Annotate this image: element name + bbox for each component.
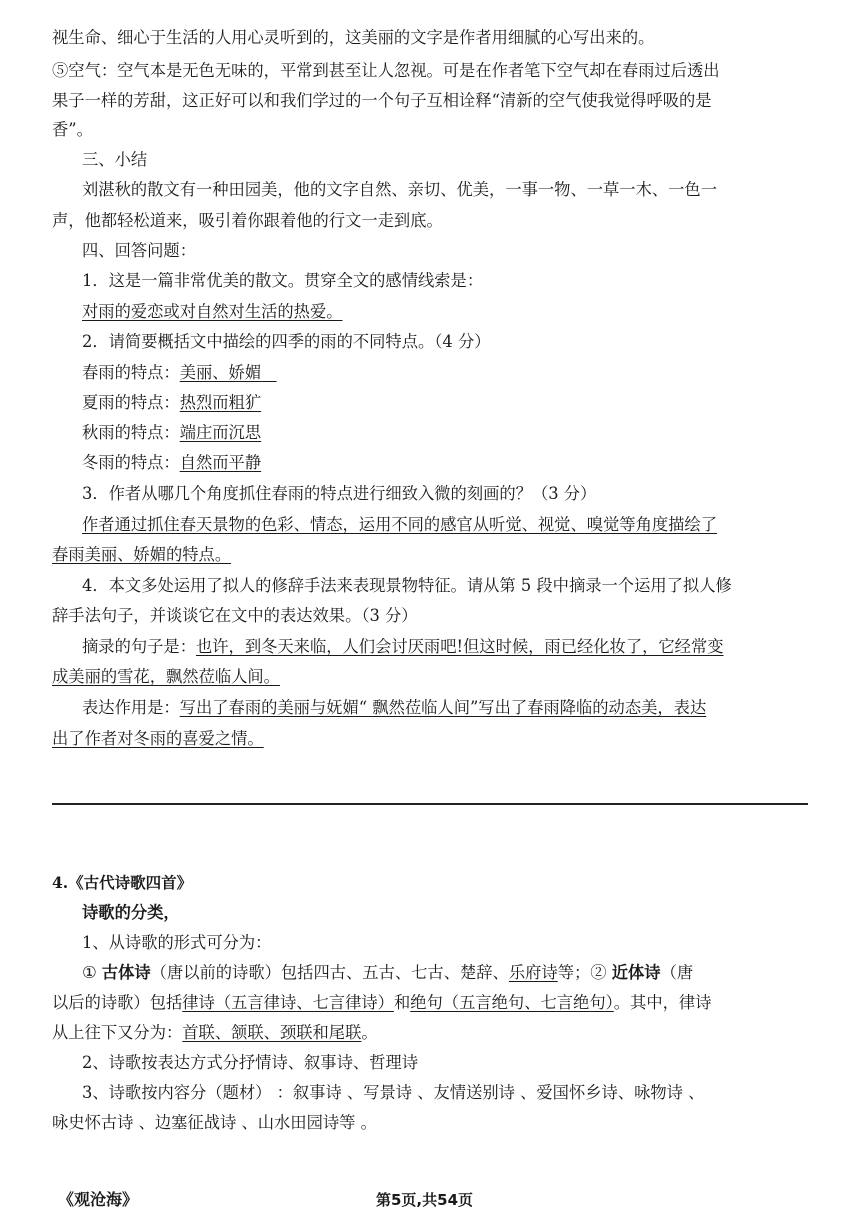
summer-rain-row: [82, 392, 261, 414]
paragraph-line: 果子一样的芳甜，这正好可以和我们学过的一个句子互相诠释“清新的空气使我觉得呼吸的是: [52, 91, 712, 110]
text-span: 从上往下又分为：: [52, 1023, 183, 1042]
question-2: 2．请简要概括文中描绘的四季的雨的不同特点。（4 分）: [82, 332, 491, 351]
answer-value: 也许，到冬天来临，人们会讨厌雨吧!但这时候，雨已经化妆了，它经常变: [195, 637, 724, 656]
autumn-rain-row: [82, 422, 261, 444]
answer-value: 热烈而粗犷: [179, 393, 262, 412]
answer-1: 对雨的爱恋或对自然对生活的热爱。: [82, 302, 343, 321]
paragraph-line: 3、诗歌按内容分（题材） ：叙事诗 、写景诗 、友情送别诗 、爱国怀乡诗、咏物诗 、: [82, 1083, 705, 1102]
term-jueju: 绝句（五言绝句、七言绝句）: [410, 993, 614, 1012]
effect-row: [82, 697, 706, 719]
page-number: 第5页,共54页: [376, 1191, 474, 1209]
text-span: 。: [361, 1023, 378, 1042]
poetry-form-row-3: [52, 1022, 378, 1044]
text-span: （唐以前的诗歌）包括四古、五古、七古、楚辞、: [150, 963, 509, 982]
paragraph-line: 声，他都轻松道来，吸引着你跟着他的行文一走到底。: [52, 211, 443, 230]
term-couplets: 首联、颔联、颈联和尾联: [182, 1023, 362, 1042]
section-heading-questions: 四、回答问题：: [82, 241, 196, 260]
paragraph-line: 1、从诗歌的形式可分为：: [82, 933, 272, 952]
text-span: 以后的诗歌）包括: [52, 993, 183, 1012]
question-1: 1．这是一篇非常优美的散文。贯穿全文的感情线索是：: [82, 271, 484, 290]
section-divider: [52, 803, 808, 805]
text-span: 等；②: [557, 963, 612, 982]
poetry-classification-heading: 诗歌的分类，: [82, 903, 180, 922]
paragraph-line: ⑤空气：空气本是无色无味的，平常到甚至让人忽视。可是在作者笔下空气却在春雨过后透出: [52, 61, 720, 80]
answer-label: 夏雨的特点：: [82, 393, 180, 412]
answer-label: 秋雨的特点：: [82, 423, 180, 442]
section-heading-summary: 三、小结: [82, 150, 148, 169]
answer-3-line-1: 作者通过抓住春天景物的色彩、情态，运用不同的感官从听觉、视觉、嗅觉等角度描绘了: [82, 515, 717, 534]
paragraph-line: 刘湛秋的散文有一种田园美，他的文字自然、亲切、优美，一事一物、一草一木、一色一: [82, 180, 717, 199]
text-span: 。其中，律诗: [613, 993, 712, 1012]
answer-label: 摘录的句子是：: [82, 637, 196, 656]
question-4: 4．本文多处运用了拟人的修辞手法来表现景物特征。请从第 5 段中摘录一个运用了拟人修: [82, 576, 732, 595]
answer-label: 春雨的特点：: [82, 363, 180, 382]
winter-rain-row: [82, 452, 261, 474]
excerpt-cont: 成美丽的雪花，飘然莅临人间。: [52, 667, 280, 686]
paragraph-line: 咏史怀古诗 、边塞征战诗 、山水田园诗等 。: [52, 1113, 377, 1132]
excerpt-row: [82, 636, 724, 658]
term-ancient-poem: 古体诗: [101, 963, 151, 982]
spring-rain-row: [82, 362, 277, 384]
answer-label: 表达作用是：: [82, 698, 180, 717]
paragraph-line: 香”。: [52, 120, 93, 139]
answer-label: 冬雨的特点：: [82, 453, 180, 472]
answer-value: 写出了春雨的美丽与妩媚“ 飘然莅临人间”写出了春雨降临的动态美，表达: [179, 698, 707, 717]
term-modern-poem: 近体诗: [611, 963, 661, 982]
answer-3-line-2: 春雨美丽、娇媚的特点。: [52, 545, 232, 564]
answer-value: 自然而平静: [179, 453, 262, 472]
effect-cont: 出了作者对冬雨的喜爱之情。: [52, 729, 264, 748]
paragraph-line: 2、诗歌按表达方式分抒情诗、叙事诗、哲理诗: [82, 1053, 418, 1072]
marker-1: ①: [82, 963, 102, 982]
section-4-heading: 4.《古代诗歌四首》: [52, 873, 193, 892]
paragraph-line: 视生命、细心于生活的人用心灵听到的，这美丽的文字是作者用细腻的心写出来的。: [52, 28, 655, 47]
answer-value: 端庄而沉思: [179, 423, 262, 442]
answer-value: 美丽、娇媚: [179, 363, 262, 382]
question-4-cont: 辞手法句子，并谈谈它在文中的表达效果。（3 分）: [52, 606, 418, 625]
term-lushi: 律诗（五言律诗、七言律诗）: [182, 993, 394, 1012]
poetry-form-row-2: [52, 992, 711, 1014]
text-span: （唐: [660, 963, 694, 982]
next-section-title: 《观沧海》: [58, 1190, 139, 1209]
question-3: 3．作者从哪几个角度抓住春雨的特点进行细致入微的刻画的？（3 分）: [82, 484, 597, 503]
poetry-form-row: [82, 962, 693, 984]
term-yuefu: 乐府诗: [508, 963, 558, 982]
text-span: 和: [393, 993, 411, 1012]
